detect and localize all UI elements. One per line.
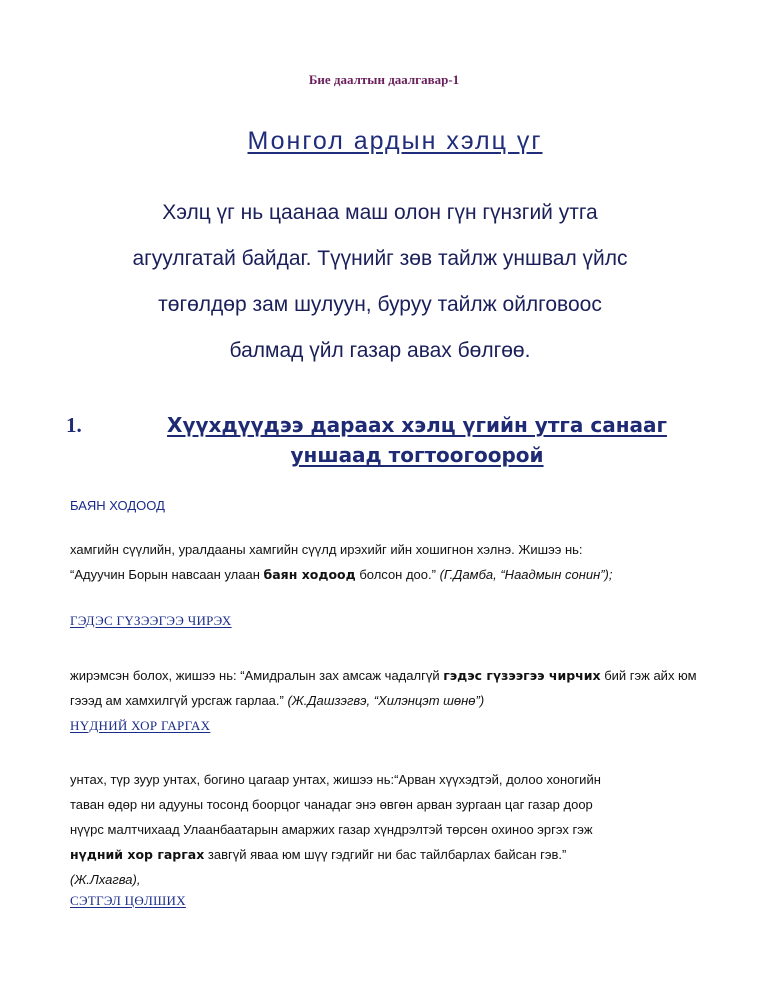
entry-title: БАЯН ХОДООД (70, 498, 165, 513)
entry-title: СЭТГЭЛ ЦӨЛШИХ (70, 893, 186, 908)
highlighted-idiom: гэдэс гүзээгээ чирчих (443, 668, 601, 683)
highlighted-idiom: нүдний хор гаргах (70, 847, 205, 862)
section-number: 1. (66, 413, 82, 437)
entry-definition: жирэмсэн болох, жишээ нь: “Амидралын зах амсаж чадалгүй гэдэс гүзээгээ чирчих бий гэж айх юм гэээд ам хамхилгүй урсгаж гарлаа.” (Ж.Дашзэгвэ, “Хилэнцэт шөнө”) (70, 668, 697, 708)
entry-example: “Адуучин Борын навсаан улаан баян ходоод болсон доо.” (Г.Дамба, “Наадмын сонин”); (70, 567, 613, 582)
section-heading-line: Хүүхдүүдээ дараах хэлц үгийн утга санааг (167, 413, 667, 437)
page-title: Монгол ардын хэлц үг (247, 127, 543, 155)
intro-line: Хэлц үг нь цаанаа маш олон гүн гүнзгий утга (162, 201, 598, 224)
intro-line: агуулгатай байдаг. Түүнийг зөв тайлж уншвал үйлс (132, 247, 628, 270)
highlighted-idiom: баян ходоод (263, 567, 356, 582)
intro-line: балмад үйл газар авах бөлгөө. (229, 339, 531, 362)
section-heading-line: уншаад тогтоогоорой (290, 443, 544, 467)
entry-definition-line: хамгийн сүүлийн, уралдааны хамгийн сүүлд ирэхийг ийн хошигнон хэлнэ. Жишээ нь: (70, 542, 583, 557)
entry-title: ГЭДЭС ГҮЗЭЭГЭЭ ЧИРЭХ (70, 613, 232, 628)
source-citation: (Г.Дамба, “Наадмын сонин”); (435, 567, 613, 582)
intro-paragraph (60, 190, 700, 374)
entry-definition (70, 537, 710, 587)
intro-line: төгөлдөр зам шулуун, буруу тайлж ойлговоос (158, 293, 602, 316)
assignment-label: Бие даалтын даалгавар-1 (308, 72, 460, 87)
source-citation: (Ж.Лхагва), (70, 872, 141, 887)
section-heading (66, 410, 726, 470)
entry-definition: унтах, түр зуур унтах, богино цагаар унтах, жишээ нь:“Арван хүүхэдтэй, долоо хоногийн таван өдөр ни адууны тосонд боорцог чанадаг энэ өвгөн арван зургаан цаг газар доор нүүрс малтчихаад Улаанбаатарын амаржих газар хүндрэлтэй төрсөн охиноо эргэх гэж нүдний хор гаргах завгүй яваа юм шүү гэдгийг ни бас тайлбарлах байсан гэв.” (Ж.Лхагва), (70, 772, 601, 887)
entry-title: НҮДНИЙ ХОР ГАРГАХ (70, 718, 211, 733)
source-citation: (Ж.Дашзэгвэ, “Хилэнцэт шөнө”) (283, 693, 485, 708)
